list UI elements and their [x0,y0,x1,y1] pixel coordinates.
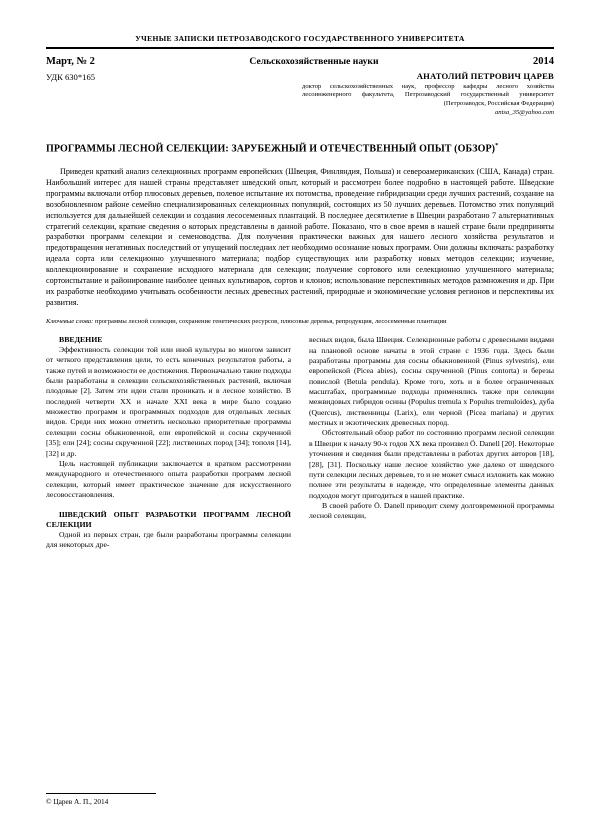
issue-date: Март, № 2 [46,56,95,67]
author-email[interactable]: antsa_35@yahoo.com [495,109,554,117]
section-heading-swedish-experience: ШВЕДСКИЙ ОПЫТ РАЗРАБОТКИ ПРОГРАММ ЛЕСНОЙ СЕЛЕКЦИИ [46,510,291,530]
author-affiliation: доктор сельскохозяйственных наук, профессор кафедры лесного хозяйства лесоинженерного факультета, Петрозаводский государственный университет (Петрозаводск, Российская Федерация) [302,83,554,107]
abstract: Приведен краткий анализ селекционных программ европейских (Швеция, Финляндия, Польша) и североамериканских (США, Канада) стран. Наибольший интерес для нашей страны представляет шведский опыт, который и рассмотрен более подробно в настоящей работе. Шведские программы включали отбор плюсовых деревьев, полевое испытание их потомства, проведение гибридизации среди лучших растений, создание на возобновленном районе семейно специализированных селекционных популяций, состоящих из 50 лучших деревьев. Потомство этих популяций используется для дальнейшей селекции и создания лесосеменных плантаций. В последнее десятилетие в Швеции разработано 7 альтернативных стратегий селекции, краткие сведения о которых представлены в данной работе. Показано, что в свое время в нашей стране были предприняты разработки программ селекции и семеноводства. Для получения практически важных для нашего лесного хозяйства результатов и предотвращения негативных последствий от упущений последних лет необходимо осознание новых программ. Они должны включать: разработку идеала сорта или селекционно улучшенного материала; подбор существующих или разработку новых методов селекции; изучение, коллекционирование и сохранение исходного материала для селекции; получение сортового или селекционно улучшенного материала; сортоиспытание и районирование наиболее ценных культиваров, сортов и клонов; использование перспективных методов размножения и др. При их разработке необходимо учитывать особенности лесных древесных растений, природные и экономические условия регионов и перспективы их развития. [46,167,554,307]
left-column [46,335,291,550]
author-name: АНАТОЛИЙ ПЕТРОВИЧ ЦАРЕВ [416,71,554,81]
issue-section: Сельскохозяйственные науки [249,56,379,67]
udc-author-row [46,71,554,116]
keywords-list: программы лесной селекции, сохранение генетических ресурсов, плюсовые деревья, репродукция, лесосеменные плантации [94,317,447,325]
footer-rule [46,793,156,794]
paragraph: Цель настоящей публикации заключается в кратком рассмотрении международного и отечественного опыта разработки программ лесной селекции, который имеет практическое значение для искусственного лесовосстановления. [46,458,291,499]
keywords-label: Ключевые слова: [46,317,94,325]
article-title [46,142,554,156]
journal-running-head: УЧЕНЫЕ ЗАПИСКИ ПЕТРОЗАВОДСКОГО ГОСУДАРСТВЕННОГО УНИВЕРСИТЕТА [135,34,465,43]
body-columns [46,335,554,550]
right-column [309,335,554,550]
paragraph: Одной из первых стран, где были разработаны программы селекции для некоторых дре- [46,529,291,550]
section-heading-introduction: ВВЕДЕНИЕ [59,335,103,345]
copyright-notice: © Царев А. П., 2014 [46,797,109,806]
author-block [302,71,554,116]
paragraph: весных видов, была Швеция. Селекционные работы с древесными видами на плановой основе начаты в этой стране с 1936 года. Здесь были разработаны программы для сосны обыкновенной (Pinus sylvestris), ели европейской (Picea abies), сосны скрученной (Pinus contorta) и березы повислой (Betula pendula). Кроме того, хоть и в более ограниченных масштабах, программные подходы применялись также при селекции межвидовых гибридов осины (Populus tremula x Populus tremuloides), дуба (Quercus), лиственницы (Larix), ели черной (Picea mariana) и других местных и экзотических древесных пород. [309,335,554,428]
udc-code: УДК 630*165 [46,72,96,82]
article-title-text: ПРОГРАММЫ ЛЕСНОЙ СЕЛЕКЦИИ: ЗАРУБЕЖНЫЙ И ОТЕЧЕСТВЕННЫЙ ОПЫТ (ОБЗОР) [46,143,496,155]
issue-year: 2014 [533,56,554,67]
paragraph: Обстоятельный обзор работ по состоянию программ лесной селекции в Швеции к началу 90-х годов XX века произвел Ö. Danell [20]. Некоторые уточнения и сведения были представлены в работах других авторов [18], [28], [31]. Поскольку наше лесное хозяйство уже далеко от шведского пути селекции лесных деревьев, то и не может смысл изложить как можно полнее эти результаты в надежде, что определенные элементы данных подходов могут пригодиться в нашей практике. [309,428,555,500]
header-rule-bottom [46,48,554,49]
article-title-footnote-marker: * [495,142,499,150]
keywords [46,318,554,327]
paragraph: Эффективность селекции той или иной культуры во многом зависит от четкого представления цели, то есть конечных результатов работы, а также путей и возможности ее достижения. Первоначально такие подходы были разработаны в селекции сельскохозяйственных растений, включая плодовые [2]. Затем эти идеи стали проникать и в лесное хозяйство. В последней четверти XX и начале XXI века в мире было создано множество программ и программных подходов для отдельных лесных видов. Среди них можно отметить несколько приоритетные программы селекции сосны обыкновенной, ели европейской и сосны скрученной [35]; ели [24]; сосны скрученной [22]; лиственных пород [34]; тополя [14], [32] и др. [46,344,291,458]
paragraph: В своей работе Ö. Danell приводит схему долговременной программы лесной селекции, [309,500,554,521]
issue-line [46,56,554,67]
